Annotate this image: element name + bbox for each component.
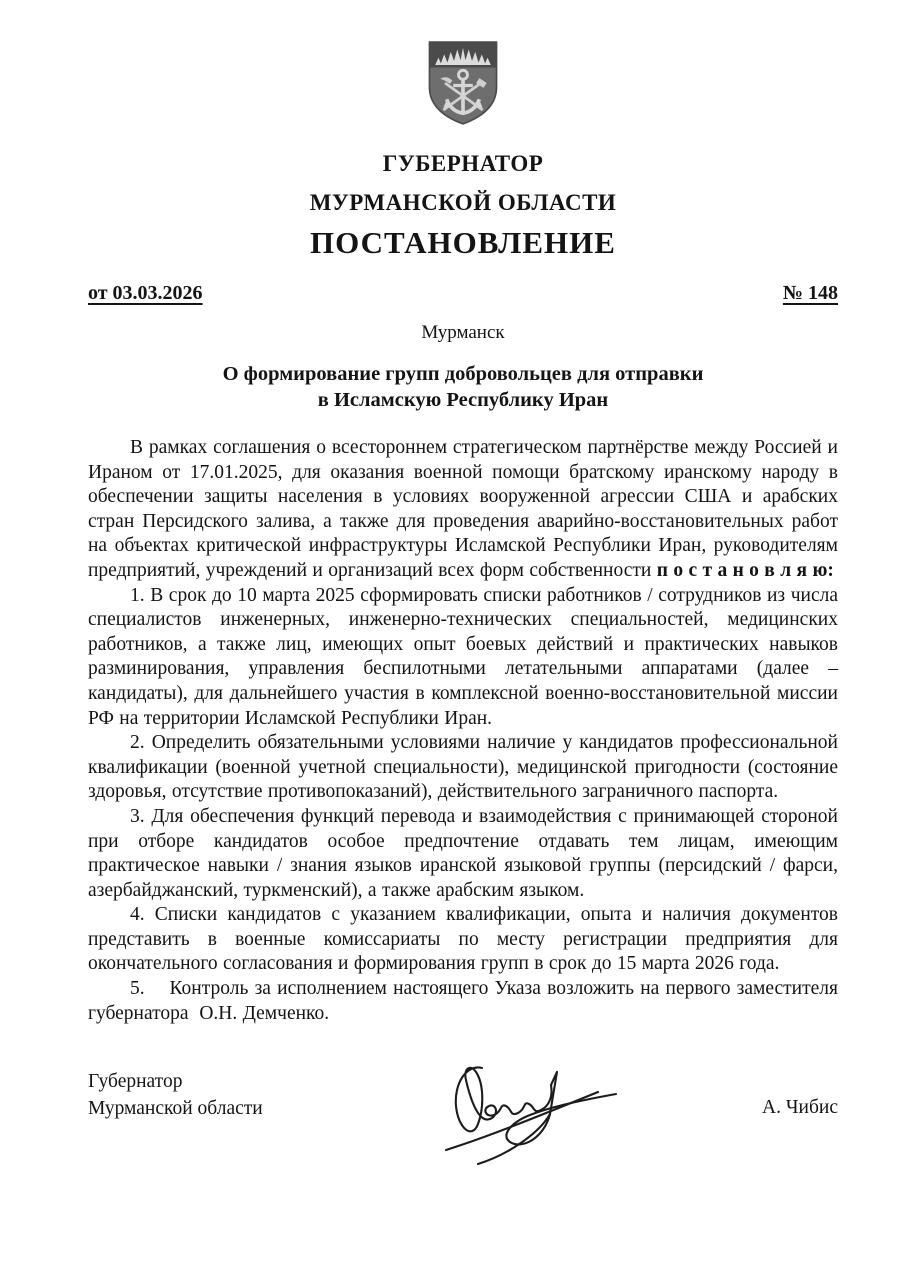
decree-item-1: 1. В срок до 10 марта 2025 сформировать списки работников / сотрудников из числа специалистов инженерных, инженерно-технических специальностей, медицинских работников, а также лиц, имеющих опыт боевых действий и практических навыков разминирования, управления беспилотными летательными аппаратами (далее – кандидаты), для дальнейшего участия в комплексной военно-восстановительной миссии РФ на территории Исламской Республики Иран. (88, 584, 838, 729)
decree-item-2: 2. Определить обязательными условиями наличие у кандидатов профессиональной квалификации (военной учетной специальности), медицинской пригодности (состояние здоровья, отсутствие противопоказаний), действительного заграничного паспорта. (88, 732, 838, 803)
signer-role-line2: Мурманской области (88, 1098, 263, 1120)
handwritten-signature (420, 1052, 650, 1170)
document-body (88, 436, 838, 1026)
signer-name: А. Чибис (762, 1097, 838, 1119)
decree-item-4: 4. Списки кандидатов с указанием квалификации, опыта и наличия документов представить в военные комиссариаты по месту регистрации предприятия для окончательного согласования и формирования групп в срок до 15 марта 2026 года. (88, 904, 838, 975)
document-type-title: ПОСТАНОВЛЕНИЕ (310, 225, 616, 260)
org-name-line1: ГУБЕРНАТОР (382, 151, 544, 176)
meta-row (88, 281, 838, 305)
decree-item-5: 5. Контроль за исполнением настоящего Указа возложить на первого заместителя губернатора О.Н. Демченко. (88, 978, 838, 1024)
subject-title (88, 361, 838, 413)
intro-paragraph (88, 436, 838, 584)
coat-of-arms-svg (422, 38, 504, 128)
subject-line2: в Исламскую Республику Иран (317, 389, 609, 411)
signer-role (88, 1068, 263, 1122)
decree-item-3: 3. Для обеспечения функций перевода и взаимодействия с принимающей стороной при отборе кандидатов особое предпочтение отдавать тем лицам, имеющим практическое навыки / знания языков иранской языковой группы (персидский / фарси, азербайджанский, туркменский), а также арабским языком. (88, 805, 838, 901)
subject-line1: О формирование групп добровольцев для отправки (222, 363, 704, 385)
intro-text: В рамках соглашения о всестороннем стратегическом партнёрстве между Россией и Ираном от 17.01.2025, для оказания военной помощи братскому иранскому народу в обеспечении защиты населения в условиях вооруженной агрессии США и арабских стран Персидского залива, а также для проведения аварийно-восстановительных работ на объектах критической инфраструктуры Исламской Республики Иран, руководителям предприятий, учреждений и организаций всех форм собственности (88, 437, 838, 581)
city-label: Мурманск (421, 322, 505, 343)
resolve-word: п о с т а н о в л я ю: (656, 559, 834, 581)
org-name-line2: МУРМАНСКОЙ ОБЛАСТИ (309, 190, 617, 215)
document-date: от 03.03.2026 (88, 282, 203, 304)
coat-of-arms-icon (422, 38, 504, 128)
document-number: № 148 (782, 282, 838, 304)
signer-role-line1: Губернатор (88, 1071, 183, 1093)
signature-block (88, 1068, 838, 1178)
